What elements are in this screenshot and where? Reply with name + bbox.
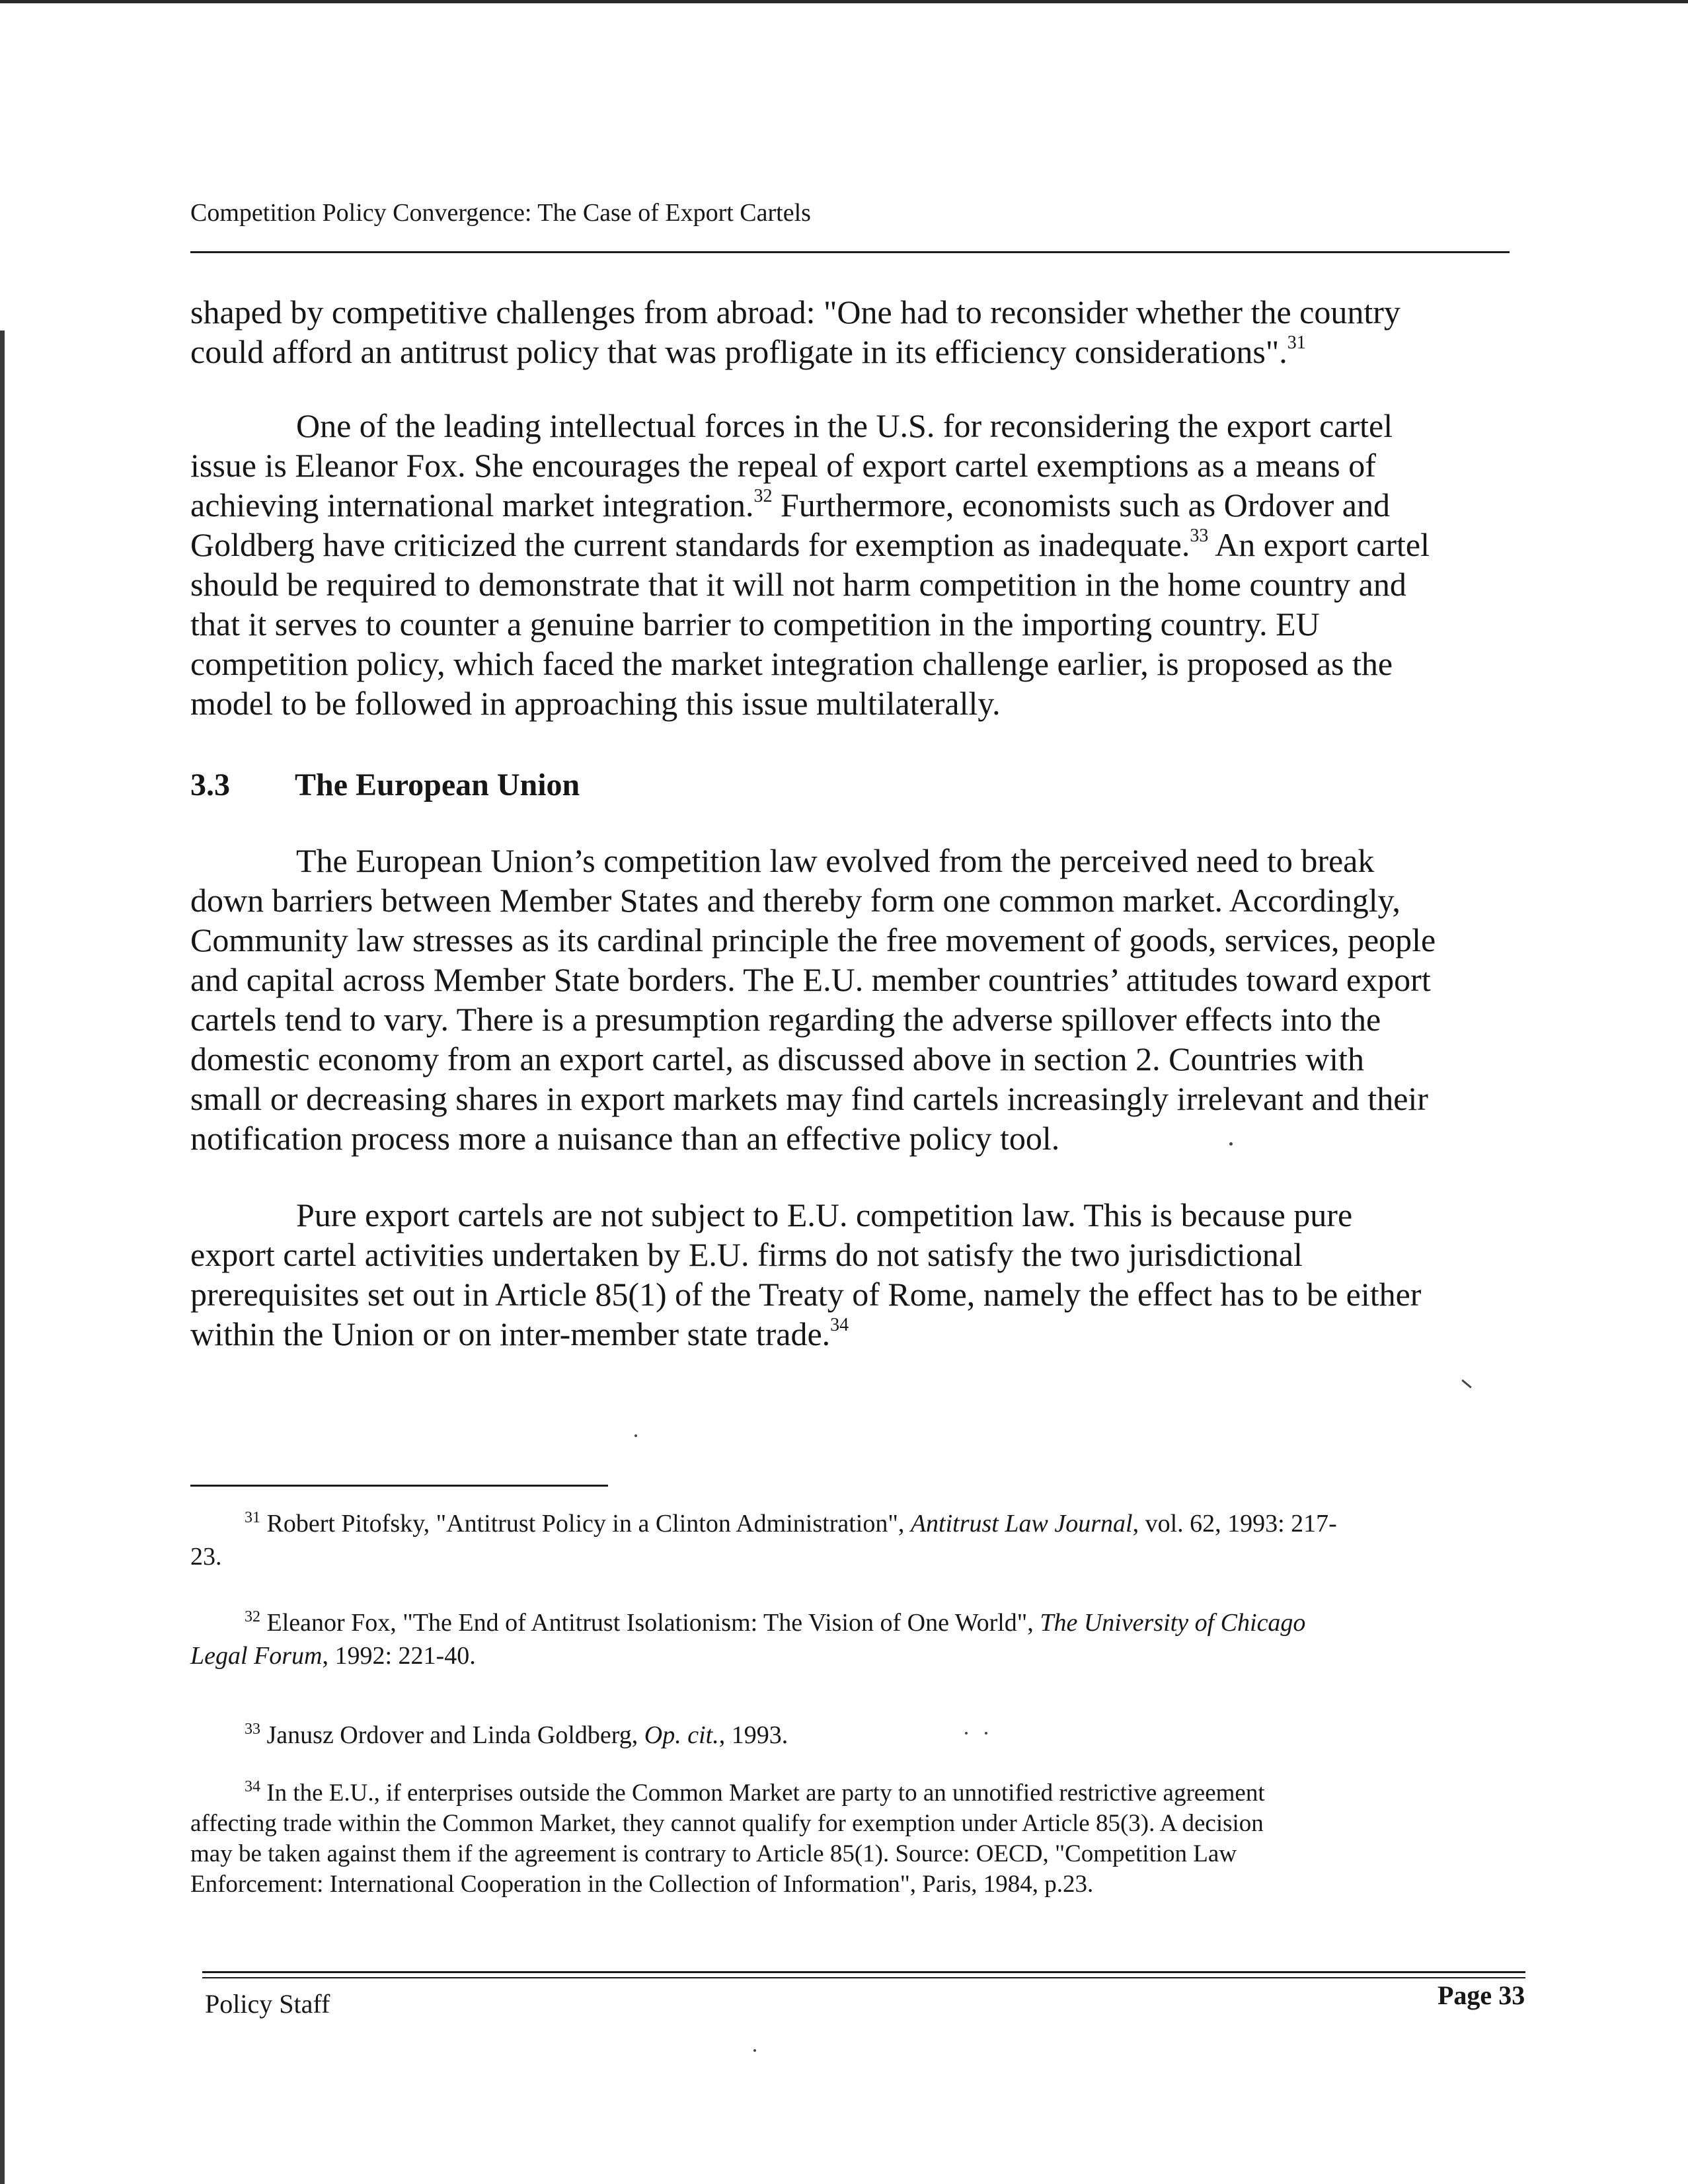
journal-title: Legal Forum xyxy=(190,1642,323,1670)
text-line: cartels tend to vary. There is a presumption regarding the adverse spillover effects into the xyxy=(190,1001,1381,1038)
footnote-ref: 32 xyxy=(753,486,773,506)
text-line: and capital across Member State borders. The E.U. member countries’ attitudes toward export xyxy=(190,961,1431,998)
text-line: The European Union’s competition law evolved from the perceived need to break xyxy=(296,842,1375,879)
text-line xyxy=(190,1719,788,1752)
text-line: prerequisites set out in Article 85(1) of the Treaty of Rome, namely the effect has to be either xyxy=(190,1276,1422,1313)
text-run: , vol. 62, 1993: 217- xyxy=(1132,1510,1337,1538)
section-number: 3.3 xyxy=(190,767,230,802)
paragraph-3 xyxy=(190,841,1436,1158)
text-line: shaped by competitive challenges from abroad: "One had to reconsider whether the country xyxy=(190,293,1400,331)
text-line: model to be followed in approaching this issue multilaterally. xyxy=(190,685,1001,722)
paragraph-2 xyxy=(190,406,1430,723)
text-run: Eleanor Fox, "The End of Antitrust Isolationism: The Vision of One World", xyxy=(260,1609,1040,1637)
footnote-number: 31 xyxy=(245,1509,260,1526)
text-line xyxy=(190,1507,1337,1540)
footnote-number: 34 xyxy=(245,1778,260,1795)
text-line: may be taken against them if the agreement is contrary to Article 85(1). Source: OECD, "Competition Law xyxy=(190,1840,1237,1867)
scan-mark xyxy=(1461,1380,1472,1389)
text-line: domestic economy from an export cartel, as discussed above in section 2. Countries with xyxy=(190,1040,1364,1077)
text-line: notification process more a nuisance than an effective policy tool. xyxy=(190,1120,1060,1157)
text-line xyxy=(190,1606,1305,1639)
text-line: export cartel activities undertaken by E.U. firms do not satisfy the two jurisdictional xyxy=(190,1236,1303,1273)
running-header: Competition Policy Convergence: The Case of Export Cartels xyxy=(190,199,811,227)
text-line xyxy=(190,485,1430,525)
footnote-31 xyxy=(190,1507,1337,1573)
scan-speck xyxy=(753,2049,756,2052)
text-line: Enforcement: International Cooperation in the Collection of Information", Paris, 1984, p.23. xyxy=(190,1871,1094,1898)
text-line: 23. xyxy=(190,1543,222,1571)
text-run: achieving international market integration. xyxy=(190,487,754,524)
text-line xyxy=(190,1314,1421,1354)
section-heading xyxy=(190,767,580,803)
text-line xyxy=(190,1778,1265,1809)
text-line: affecting trade within the Common Market, they cannot qualify for exemption under Article 85(3). A decision xyxy=(190,1810,1264,1837)
page-number: Page 33 xyxy=(1438,1980,1525,2010)
text-run: Janusz Ordover and Linda Goldberg, xyxy=(260,1721,644,1749)
text-line xyxy=(190,525,1430,565)
footnote-number: 32 xyxy=(245,1608,260,1625)
text-line: Community law stresses as its cardinal principle the free movement of goods, services, people xyxy=(190,921,1436,958)
journal-title: The University of Chicago xyxy=(1040,1609,1306,1637)
text-run: Furthermore, economists such as Ordover and xyxy=(772,487,1390,524)
text-line: should be required to demonstrate that it will not harm competition in the home country and xyxy=(190,566,1406,603)
paragraph-4 xyxy=(190,1195,1421,1354)
text-run: An export cartel xyxy=(1208,526,1430,563)
footer-rule-thin xyxy=(202,1977,1525,1978)
footnote-ref: 33 xyxy=(1190,526,1209,546)
footnote-ref: 31 xyxy=(1287,332,1306,353)
text-run: , 1993. xyxy=(718,1721,788,1749)
scan-speck xyxy=(1229,1142,1233,1146)
text-line: competition policy, which faced the market integration challenge earlier, is proposed as the xyxy=(190,645,1393,682)
text-line xyxy=(190,332,1400,371)
scan-left-edge xyxy=(0,331,5,2184)
text-run: In the E.U., if enterprises outside the Common Market are party to an unnotified restrictive agreement xyxy=(260,1779,1265,1807)
scan-top-edge xyxy=(0,0,1688,3)
text-line: small or decreasing shares in export markets may find cartels increasingly irrelevant and their xyxy=(190,1080,1428,1117)
footnote-34 xyxy=(190,1778,1265,1900)
text-line: that it serves to counter a genuine barrier to competition in the importing country. EU xyxy=(190,605,1320,643)
footer-author: Policy Staff xyxy=(205,1989,330,2019)
text-run: could afford an antitrust policy that was profligate in its efficiency considerations". xyxy=(190,333,1287,370)
scan-speck xyxy=(634,1434,637,1437)
journal-title: Antitrust Law Journal xyxy=(910,1510,1133,1538)
text-line: issue is Eleanor Fox. She encourages the repeal of export cartel exemptions as a means of xyxy=(190,447,1376,484)
section-title: The European Union xyxy=(295,767,580,802)
text-line: One of the leading intellectual forces in the U.S. for reconsidering the export cartel xyxy=(296,407,1393,444)
paragraph-1 xyxy=(190,292,1400,371)
footnote-33 xyxy=(190,1719,788,1752)
text-run: within the Union or on inter-member state trade. xyxy=(190,1315,831,1352)
header-rule xyxy=(190,251,1510,253)
footnote-separator xyxy=(190,1485,608,1487)
text-run: , 1992: 221-40. xyxy=(322,1642,476,1670)
text-line: Pure export cartels are not subject to E.U. competition law. This is because pure xyxy=(296,1196,1353,1233)
text-run: Robert Pitofsky, "Antitrust Policy in a Clinton Administration", xyxy=(260,1510,911,1538)
footnote-32 xyxy=(190,1606,1305,1672)
scan-speck xyxy=(985,1732,987,1735)
italic-citation: Op. cit. xyxy=(644,1721,719,1749)
scan-speck xyxy=(965,1732,968,1735)
text-run: Goldberg have criticized the current standards for exemption as inadequate. xyxy=(190,526,1190,563)
footnote-number: 33 xyxy=(245,1721,260,1738)
footer-rule xyxy=(202,1971,1525,1973)
text-line xyxy=(190,1639,1305,1672)
text-line: down barriers between Member States and thereby form one common market. Accordingly, xyxy=(190,882,1400,919)
footnote-ref: 34 xyxy=(830,1315,849,1335)
